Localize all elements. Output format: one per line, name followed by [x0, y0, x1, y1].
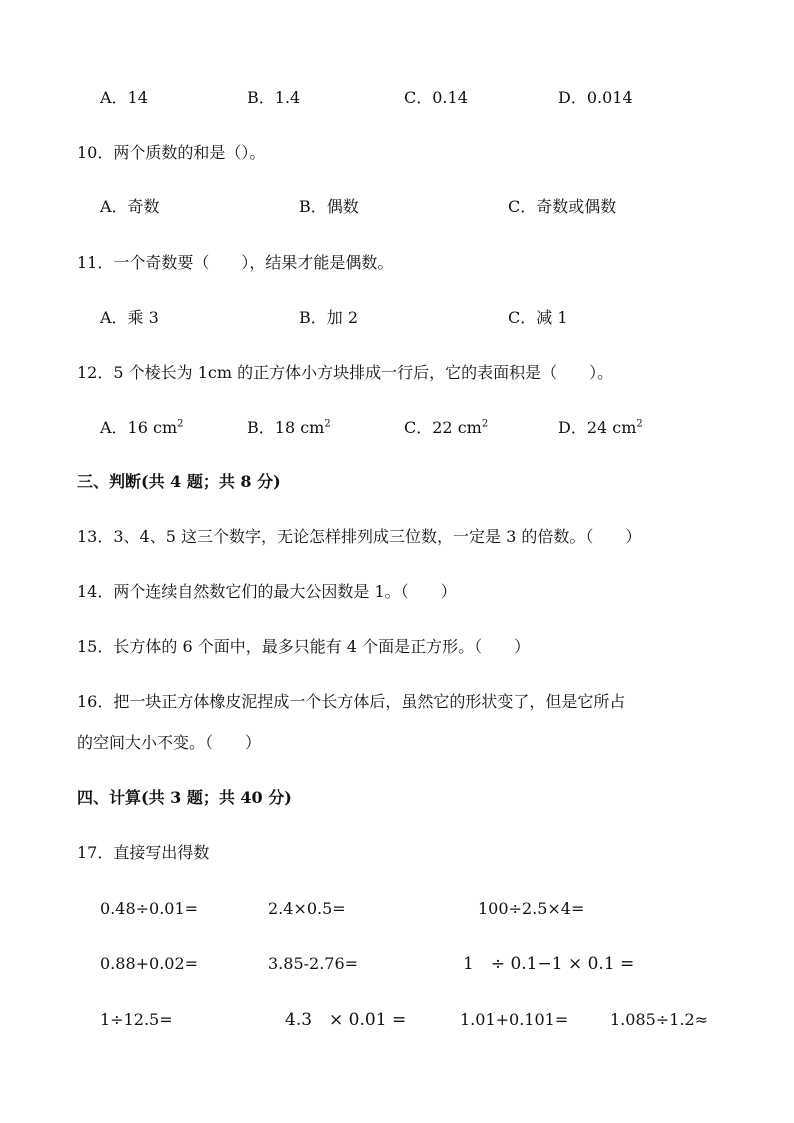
q11-stem: 11．一个奇数要（ ），结果才能是偶数。: [77, 253, 394, 272]
section-3-heading: 三、判断(共 4 题；共 8 分): [77, 472, 281, 491]
q9-option-a[interactable]: A．14: [100, 88, 148, 107]
q14-stem: 14．两个连续自然数它们的最大公因数是 1。（ ）: [77, 582, 457, 601]
q15-stem: 15．长方体的 6 个面中，最多只能有 4 个面是正方形。（ ）: [77, 637, 531, 656]
calc-item: 1÷12.5=: [100, 1010, 173, 1029]
q10-stem: 10．两个质数的和是（）。: [77, 143, 266, 162]
q11-option-a[interactable]: A．乘 3: [100, 308, 159, 327]
calc-item: 2.4×0.5=: [268, 899, 346, 918]
q12-option-d[interactable]: D．24 $cm^2$: [558, 418, 643, 437]
calc-item: 0.88+0.02=: [100, 954, 199, 973]
section-4-heading: 四、计算(共 3 题；共 40 分): [77, 788, 292, 807]
calc-item: 3.85-2.76=: [268, 954, 359, 973]
q12-option-a[interactable]: A．16 $cm^2$: [100, 418, 184, 437]
q16-stem-line1: 16．把一块正方体橡皮泥捏成一个长方体后，虽然它的形状变了，但是它所占: [77, 692, 626, 711]
q16-stem-line2: 的空间大小不变。（ ）: [77, 733, 262, 752]
calc-item: 1.01+0.101=: [460, 1010, 569, 1029]
q9-option-b[interactable]: B．1.4: [247, 88, 301, 107]
q13-stem: 13．3、4、5 这三个数字，无论怎样排列成三位数，一定是 3 的倍数。（ ）: [77, 527, 642, 546]
q12-stem: 12．5 个棱长为 1cm 的正方体小方块排成一行后，它的表面积是（ ）。: [77, 363, 614, 382]
q10-option-b[interactable]: B．偶数: [299, 197, 359, 216]
q9-option-d[interactable]: D．0.014: [558, 88, 633, 107]
calc-item: 1.085÷1.2≈: [610, 1010, 709, 1029]
q12-option-b[interactable]: B．18 $cm^2$: [247, 418, 331, 437]
q9-option-c[interactable]: C．0.14: [404, 88, 468, 107]
calc-item: 1 ÷ 0.1−1 × 0.1 =: [463, 954, 635, 974]
q10-option-c[interactable]: C．奇数或偶数: [508, 197, 617, 216]
calc-item: 4.3 × 0.01 =: [285, 1010, 407, 1030]
calc-item: 0.48÷0.01=: [100, 899, 199, 918]
q11-option-b[interactable]: B．加 2: [299, 308, 359, 327]
calc-item: 100÷2.5×4=: [478, 899, 585, 918]
q12-option-c[interactable]: C．22 $cm^2$: [404, 418, 489, 437]
q17-stem: 17．直接写出得数: [77, 843, 210, 862]
q10-option-a[interactable]: A．奇数: [100, 197, 160, 216]
q11-option-c[interactable]: C．减 1: [508, 308, 568, 327]
